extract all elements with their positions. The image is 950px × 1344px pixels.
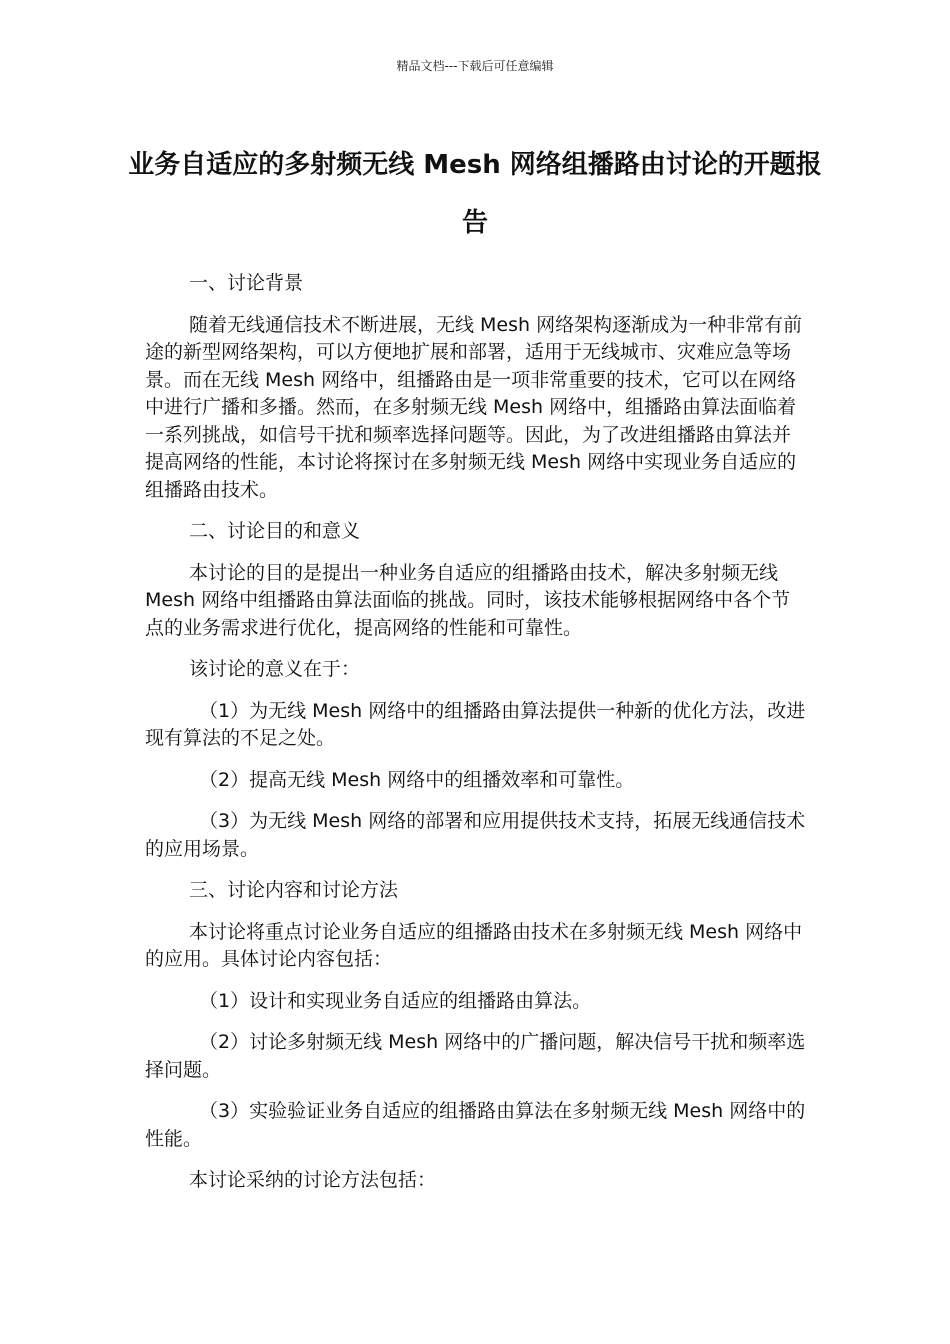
document-title: 业务自适应的多射频无线 Mesh 网络组播路由讨论的开题报告 [128,150,822,238]
list-item-significance-2: （2）提高无线 Mesh 网络中的组播效率和可靠性。 [199,768,635,791]
list-item-content-3: （3）实验验证业务自适应的组播路由算法在多射频无线 Mesh 网络中的性能。 [145,1100,806,1150]
section-heading-purpose: 二、讨论目的和意义 [189,520,361,542]
paragraph-content-intro: 本讨论将重点讨论业务自适应的组播路由技术在多射频无线 Mesh 网络中的应用。具体讨论内容包括： [145,920,803,970]
header-note: 精品文档---下载后可任意编辑 [396,59,554,73]
section-heading-background: 一、讨论背景 [189,272,304,294]
paragraph-background: 随着无线通信技术不断进展，无线 Mesh 网络架构逐渐成为一种非常有前途的新型网络架构，可以方便地扩展和部署，适用于无线城市、灾难应急等场景。而在无线 Mesh 网络中，组播路由是一项非常重要的技术，它可以在网络中进行广播和多播。然而，在多射频无线 Mesh 网络中，组播路由算法面临着一系列挑战，如信号干扰和频率选择问题等。因此，为了改进组播路由算法并提高网络的性能，本讨论将探讨在多射频无线 Mesh 网络中实现业务自适应的组播路由技术。 [145,313,803,501]
list-item-content-1: （1）设计和实现业务自适应的组播路由算法。 [199,989,592,1012]
section-heading-content-methods: 三、讨论内容和讨论方法 [189,879,399,901]
list-item-significance-3: （3）为无线 Mesh 网络的部署和应用提供技术支持，拓展无线通信技术的应用场景。 [145,810,806,860]
document-body [145,270,809,1209]
paragraph-methods-intro: 本讨论采纳的讨论方法包括： [189,1169,437,1191]
list-item-content-2: （2）讨论多射频无线 Mesh 网络中的广播问题，解决信号干扰和频率选择问题。 [145,1031,806,1081]
list-item-significance-1: （1）为无线 Mesh 网络中的组播路由算法提供一种新的优化方法，改进现有算法的不足之处。 [145,699,806,749]
paragraph-significance-intro: 该讨论的意义在于： [189,658,361,680]
paragraph-purpose: 本讨论的目的是提出一种业务自适应的组播路由技术，解决多射频无线 Mesh 网络中组播路由算法面临的挑战。同时，该技术能够根据网络中各个节点的业务需求进行优化，提高网络的性能和可靠性。 [145,561,791,639]
